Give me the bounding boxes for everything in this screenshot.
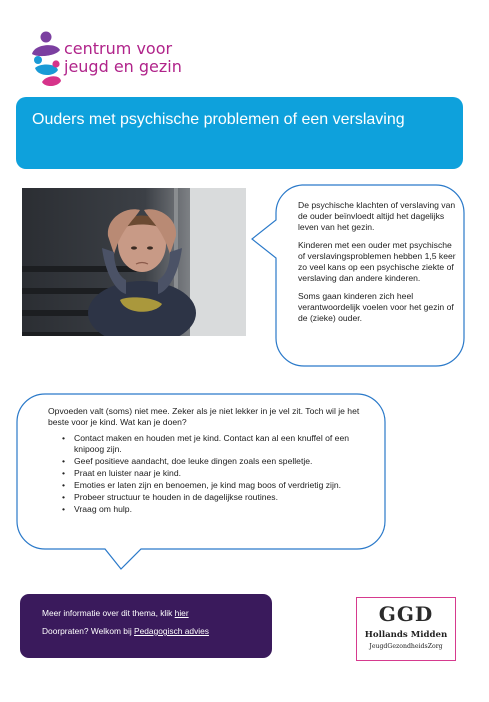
page-title: Ouders met psychische problemen of een verslaving [32, 111, 405, 128]
ggd-region: Hollands Midden [364, 630, 448, 640]
ggd-tagline: JeugdGezondheidsZorg [369, 643, 443, 650]
more-info-text: Meer informatie over dit thema, klik [42, 608, 175, 618]
pedagogical-advice-link[interactable]: Pedagogisch advies [134, 626, 209, 636]
tips-intro: Opvoeden valt (soms) niet mee. Zeker als je niet lekker in je vel zit. Toch wil je het beste voor je kind. Wat kan je doen? [48, 406, 360, 427]
logo-line-1: centrum voor [64, 39, 173, 58]
list-item: • Praat en luister naar je kind. [62, 468, 368, 479]
cjg-figures-icon [30, 30, 64, 90]
here-link[interactable]: hier [174, 608, 189, 618]
bubble-paragraph: Soms gaan kinderen zich heel verantwoordelijk voelen voor het gezin of de (zieke) ouder. [298, 291, 454, 323]
tips-speech-bubble [16, 393, 386, 571]
more-info-box [20, 594, 272, 658]
talk-line [42, 626, 209, 636]
title-banner [16, 97, 463, 169]
list-item: • Contact maken en houden met je kind. Contact kan al een knuffel of een knipoog zijn. [62, 433, 368, 455]
ggd-mark: GGD [378, 602, 434, 626]
cjg-wordmark [64, 40, 182, 76]
child-photo-icon [22, 188, 246, 336]
bubble-bottom-content [48, 406, 368, 516]
list-item: • Vraag om hulp. [62, 504, 368, 515]
list-item: • Emoties er laten zijn en benoemen, je kind mag boos of verdrietig zijn. [62, 480, 368, 491]
more-info-line [42, 608, 189, 618]
list-item: • Probeer structuur te houden in de dagelijkse routines. [62, 492, 368, 503]
ggd-logo [356, 597, 456, 661]
cjg-logo [30, 30, 200, 90]
info-speech-bubble [250, 184, 466, 368]
bubble-paragraph: De psychische klachten of verslaving van de ouder beïnvloedt altijd het dagelijks leven van het gezin. [298, 200, 456, 232]
bubble-paragraph: Kinderen met een ouder met psychische of verslavingsproblemen hebben 1,5 keer zo veel kans op een psychische ziekte of verslaving dan andere kinderen. [298, 240, 456, 283]
list-item: • Geef positieve aandacht, doe leuke dingen zoals een spelletje. [62, 456, 368, 467]
tips-list [48, 433, 368, 515]
logo-line-2: jeugd en gezin [64, 57, 182, 76]
photo-child-on-stairs [22, 188, 246, 336]
talk-text: Doorpraten? Welkom bij [42, 626, 135, 636]
bubble-right-content [298, 200, 456, 331]
